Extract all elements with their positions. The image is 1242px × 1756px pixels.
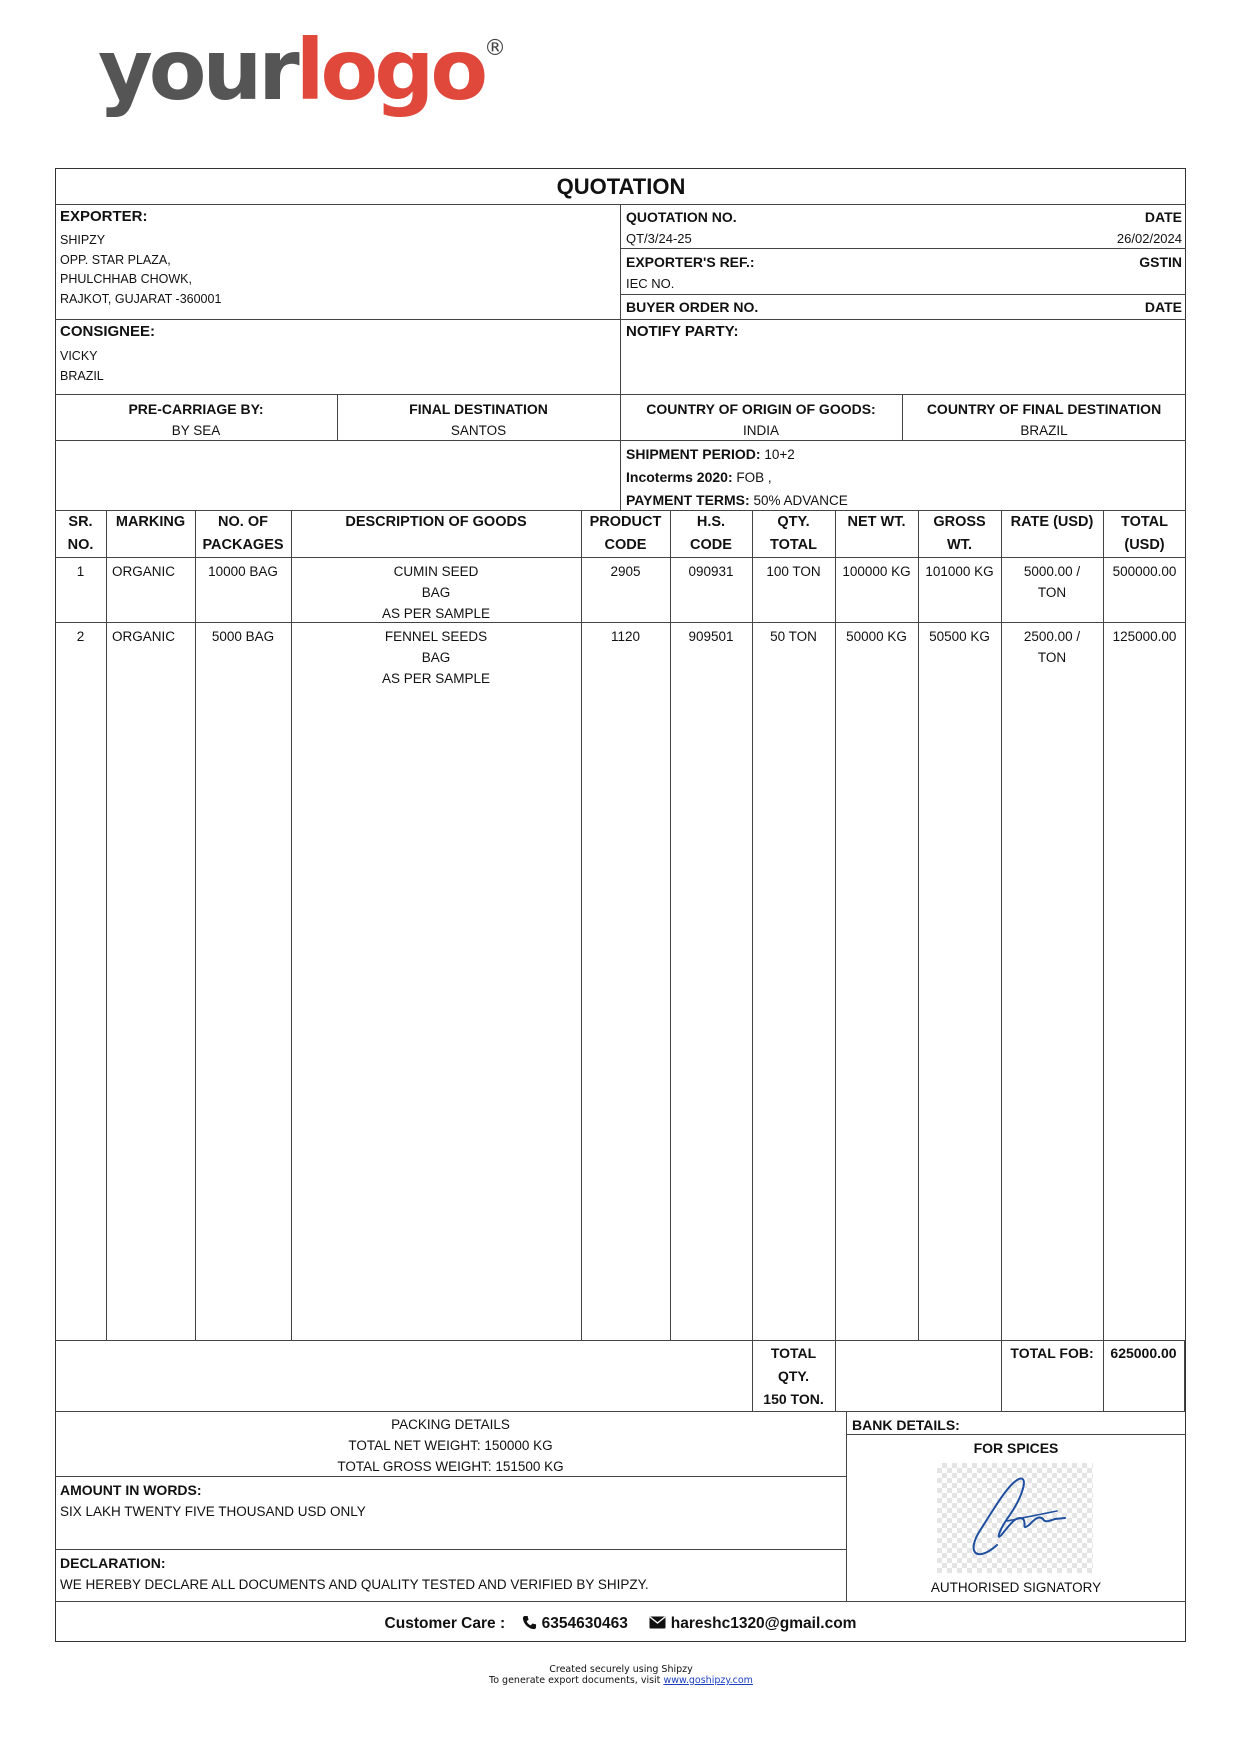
customer-care-label: Customer Care : (384, 1615, 506, 1632)
payment-terms: PAYMENT TERMS: 50% ADVANCE (626, 492, 848, 508)
header-marking: MARKING (115, 514, 186, 530)
for-company-label: FOR SPICES (973, 1440, 1059, 1456)
cell-description: CUMIN SEED BAG AS PER SAMPLE (381, 564, 491, 621)
email-address: hareshc1320@gmail.com (670, 1615, 857, 1632)
declaration-value: WE HEREBY DECLARE ALL DOCUMENTS AND QUALITY TESTED AND VERIFIED BY SHIPZY. (60, 1577, 649, 1592)
cell-description: FENNEL SEEDS BAG AS PER SAMPLE (381, 629, 491, 686)
cell-sr: 2 (76, 629, 85, 644)
cell-product-code: 1120 (610, 629, 641, 644)
total-net-weight: TOTAL NET WEIGHT: 150000 KG (348, 1438, 553, 1453)
pre-carriage-value: BY SEA (171, 423, 221, 438)
cell-hs-code: 909501 (688, 629, 734, 644)
quotation-no-label: QUOTATION NO. (626, 209, 737, 225)
cell-marking: ORGANIC (112, 629, 176, 644)
buyer-order-label: BUYER ORDER NO. (626, 299, 759, 315)
cell-net-wt: 50000 KG (846, 629, 907, 644)
country-of-origin-label: COUNTRY OF ORIGIN OF GOODS: (646, 401, 876, 417)
total-fob-label: TOTAL FOB: (1010, 1345, 1094, 1361)
quotation-date: 26/02/2024 (1116, 231, 1182, 246)
cell-packages: 10000 BAG (208, 564, 278, 579)
phone-icon (522, 1615, 537, 1630)
header-hs-code: H.S. CODE (690, 514, 732, 553)
exporter-line: RAJKOT, GUJARAT -360001 (60, 292, 222, 306)
company-logo (98, 21, 507, 119)
cell-sr: 1 (76, 564, 85, 579)
consignee-line: BRAZIL (60, 369, 104, 383)
signature-image (937, 1463, 1093, 1573)
cell-rate: 2500.00 / TON (1023, 629, 1081, 665)
customer-care (55, 1615, 1186, 1632)
header-packages: NO. OF PACKAGES (202, 514, 284, 553)
declaration-label: DECLARATION: (60, 1555, 166, 1571)
cell-net-wt: 100000 KG (842, 564, 911, 579)
exporters-ref-label: EXPORTER'S REF.: (626, 254, 755, 270)
incoterms: Incoterms 2020: FOB , (626, 469, 772, 485)
cell-qty: 100 TON (766, 564, 821, 579)
consignee-label: CONSIGNEE: (60, 323, 156, 340)
cell-gross-wt: 50500 KG (929, 629, 990, 644)
quotation-no: QT/3/24-25 (626, 231, 692, 246)
amount-in-words-value: SIX LAKH TWENTY FIVE THOUSAND USD ONLY (60, 1504, 366, 1519)
country-final-destination-value: BRAZIL (1020, 423, 1068, 438)
cell-rate: 5000.00 / TON (1023, 564, 1081, 600)
phone-number: 6354630463 (541, 1615, 628, 1632)
footer-created-line: Created securely using Shipzy (549, 1664, 693, 1675)
date-label: DATE (1144, 209, 1182, 225)
consignee-line: VICKY (60, 349, 98, 363)
final-destination-label: FINAL DESTINATION (409, 401, 548, 417)
cell-total: 125000.00 (1112, 629, 1177, 644)
country-final-destination-label: COUNTRY OF FINAL DESTINATION (926, 401, 1162, 417)
iec-label: IEC NO. (626, 276, 675, 291)
footer-link[interactable]: www.goshipzy.com (663, 1675, 753, 1686)
cell-product-code: 2905 (610, 564, 641, 579)
cell-packages: 5000 BAG (211, 629, 275, 644)
buyer-date-label: DATE (1144, 299, 1182, 315)
country-of-origin-value: INDIA (742, 423, 779, 438)
cell-qty: 50 TON (770, 629, 817, 644)
header-rate: RATE (USD) (1010, 514, 1094, 530)
amount-in-words-label: AMOUNT IN WORDS: (60, 1482, 202, 1498)
total-qty: TOTAL QTY. 150 TON. (763, 1345, 824, 1407)
header-description: DESCRIPTION OF GOODS (345, 514, 527, 530)
pre-carriage-label: PRE-CARRIAGE BY: (128, 401, 264, 417)
cell-gross-wt: 101000 KG (925, 564, 994, 579)
authorised-signatory: AUTHORISED SIGNATORY (930, 1580, 1102, 1595)
footer-generate-line: To generate export documents, visit www.goshipzy.com (489, 1675, 753, 1686)
exporter-line: PHULCHHAB CHOWK, (60, 272, 192, 286)
cell-hs-code: 090931 (688, 564, 734, 579)
total-fob-value: 625000.00 (1110, 1345, 1177, 1361)
final-destination-value: SANTOS (450, 423, 507, 438)
exporter-line: OPP. STAR PLAZA, (60, 253, 171, 267)
gstin-label: GSTIN (1139, 254, 1182, 270)
bank-details-label: BANK DETAILS: (852, 1417, 960, 1433)
cell-marking: ORGANIC (112, 564, 176, 579)
total-gross-weight: TOTAL GROSS WEIGHT: 151500 KG (337, 1459, 564, 1474)
header-qty-total: QTY. TOTAL (770, 514, 817, 553)
exporter-label: EXPORTER: (60, 208, 148, 225)
header-net-wt: NET WT. (847, 514, 906, 530)
document-title: QUOTATION (556, 174, 686, 199)
logo-text-your: your (98, 21, 296, 119)
signature-scribble (937, 1463, 1093, 1573)
header-total-usd: TOTAL (USD) (1121, 514, 1168, 553)
shipment-period: SHIPMENT PERIOD: 10+2 (626, 446, 795, 462)
logo-registered-mark: ® (484, 36, 507, 61)
exporter-line: SHIPZY (60, 233, 106, 247)
packing-details-title: PACKING DETAILS (391, 1417, 510, 1432)
envelope-icon (649, 1616, 666, 1629)
notify-party-label: NOTIFY PARTY: (626, 323, 739, 340)
header-gross-wt: GROSS WT. (933, 514, 986, 553)
logo-text-logo: logo (295, 21, 485, 119)
cell-total: 500000.00 (1112, 564, 1177, 579)
header-sr-no: SR. NO. (67, 514, 94, 553)
header-product-code: PRODUCT CODE (589, 514, 662, 553)
